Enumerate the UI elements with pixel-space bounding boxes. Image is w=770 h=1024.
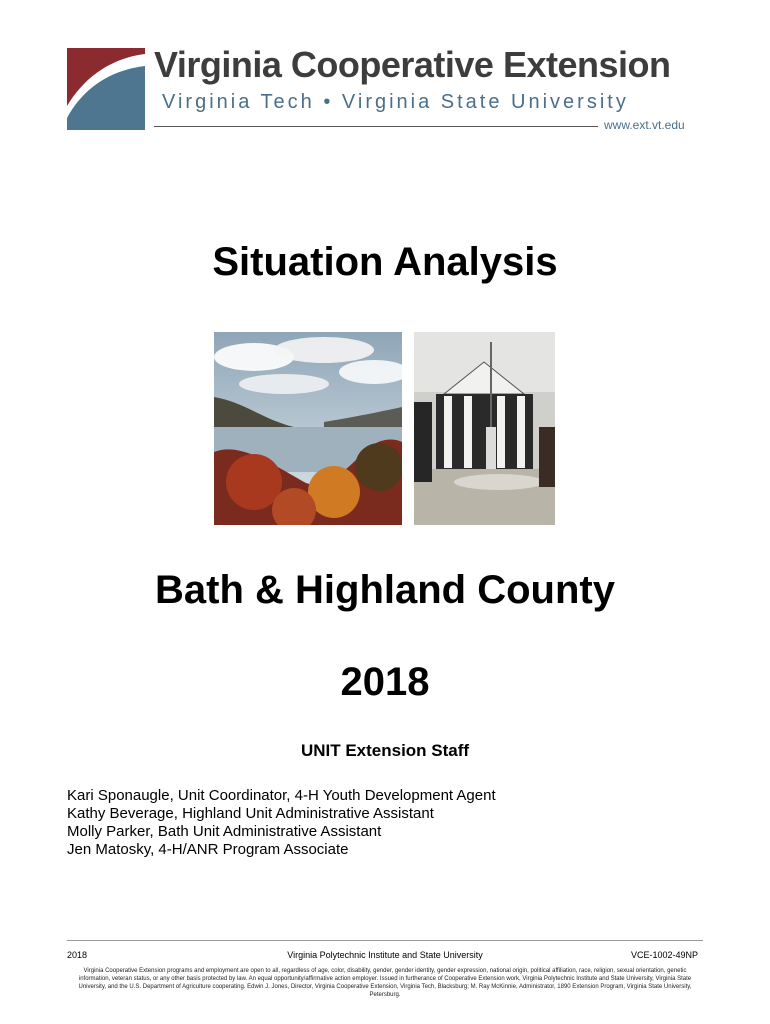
staff-list — [67, 787, 496, 859]
footer-doc-number: VCE-1002-49NP — [630, 950, 698, 960]
report-year: 2018 — [340, 660, 430, 704]
footer-disclaimer: Virginia Cooperative Extension programs and employment are open to all, regardless of age, color, disability, gender, gender identity, gender expression, national origin, political affiliation, race, religion, sexual orientation, genetic information, veteran status, or any other basis protected by law. An equal opportunity/affirmative action employer. Issued in furtherance of Cooperative Extension work, Virginia Polytechnic Institute and State University, Virginia State University, and the U.S. Department of Agriculture cooperating. Edwin J. Jones, Director, Virginia Cooperative Extension, Virginia Tech, Blacksburg; M. Ray McKinnie, Administrator, 1890 Extension Program, Virginia State University, Petersburg. — [78, 968, 692, 998]
org-universities: Virginia Tech • Virginia State University — [162, 91, 629, 113]
document-title: Situation Analysis — [212, 240, 558, 284]
staff-member: Molly Parker, Bath Unit Administrative Assistant — [67, 823, 382, 840]
org-url: www.ext.vt.edu — [604, 118, 685, 132]
vce-logo-icon — [67, 48, 145, 130]
header-rule — [154, 126, 598, 127]
staff-member: Kari Sponaugle, Unit Coordinator, 4-H Youth Development Agent — [67, 787, 496, 804]
footer-rule — [67, 940, 703, 941]
lake-autumn-photo — [214, 332, 402, 525]
courthouse-photo — [414, 332, 555, 525]
staff-heading: UNIT Extension Staff — [300, 741, 470, 760]
footer-institution: Virginia Polytechnic Institute and State University — [287, 950, 483, 960]
staff-member: Kathy Beverage, Highland Unit Administrative Assistant — [67, 805, 434, 822]
county-name: Bath & Highland County — [155, 568, 615, 612]
staff-member: Jen Matosky, 4-H/ANR Program Associate — [67, 841, 349, 858]
org-name: Virginia Cooperative Extension — [154, 44, 671, 85]
footer-year: 2018 — [67, 950, 88, 960]
